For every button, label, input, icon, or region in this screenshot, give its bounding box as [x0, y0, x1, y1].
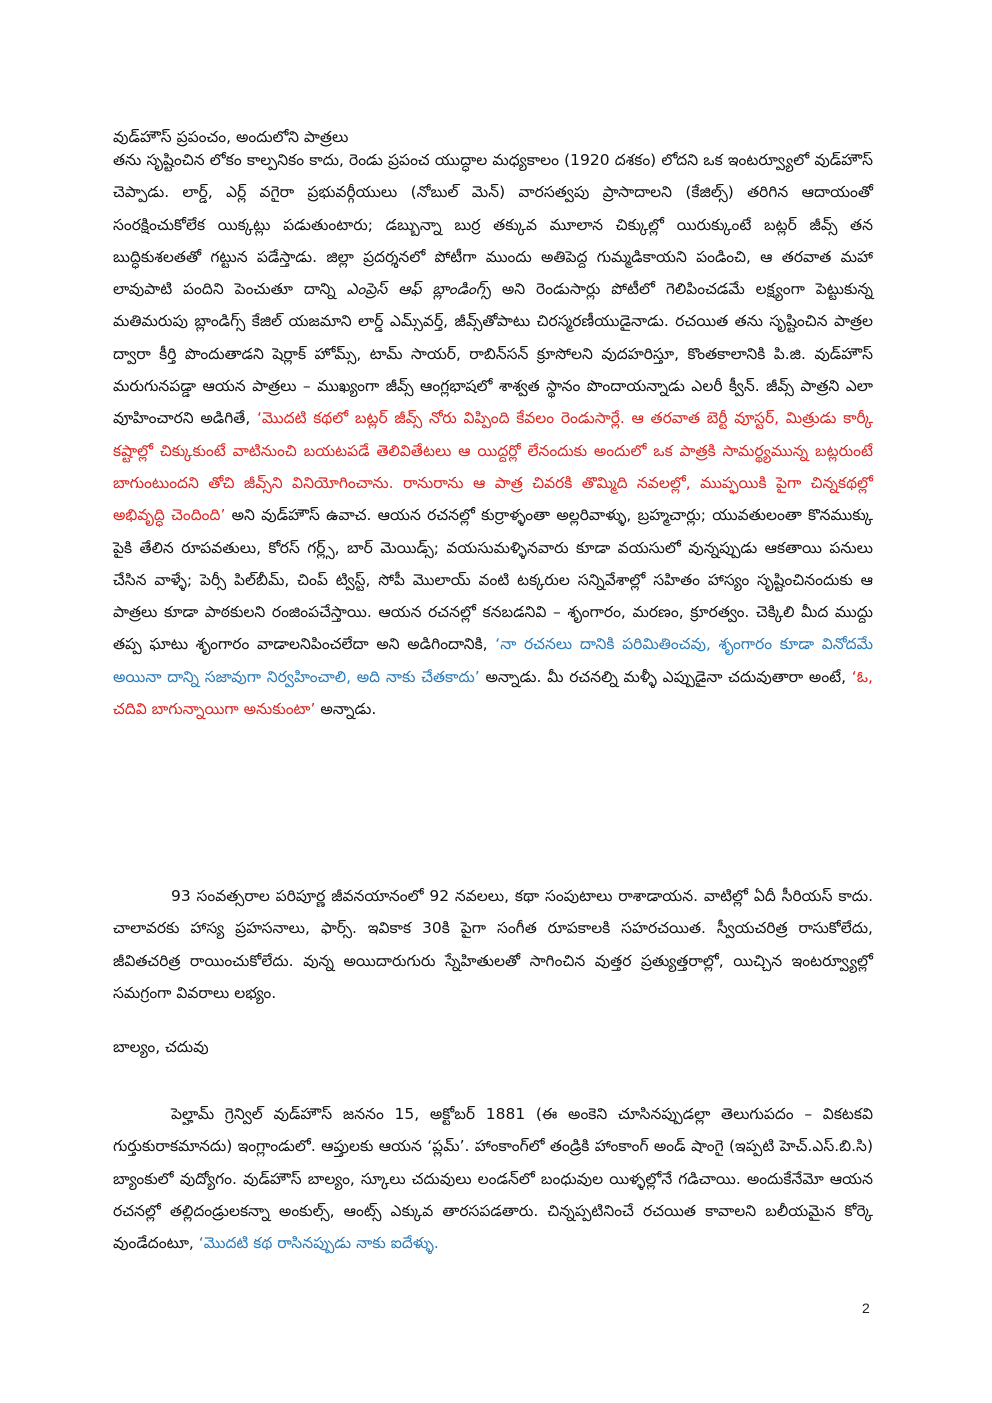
- quote-blue: ‘మొదటి కథ రాసినప్పుడు నాకు ఐదేళ్ళు.: [198, 1234, 439, 1253]
- text-run: అన్నాడు. మీ రచనల్ని మళ్ళీ ఎప్పుడైనా చదువుతారా అంటే,: [479, 667, 852, 686]
- paragraph-characters: [113, 144, 873, 725]
- text-run: అని రెండుసార్లు పోటీలో గెలిపించడమే లక్ష్యంగా పెట్టుకున్న మతిమరుపు బ్లాండిగ్స్ కేజిల్ యజమాని లార్డ్ ఎమ్స్‌వర్త్, జీవ్స్‌తోపాటు చిరస్మరణీయుడైనాడు. రచయిత తను సృష్టించిన పాత్రల ద్వారా కీర్తి పొందుతాడని షెర్లాక్ హోమ్స్, టామ్ సాయర్, రాబిన్‌సన్ క్రూసోలని వుదహరిస్తూ, కొంతకాలానికి పి.జి. వుడ్‌హౌస్ మరుగునపడ్డా ఆయన పాత్రలు – ముఖ్యంగా జీవ్స్ ఆంగ్లభాషలో శాశ్వత స్థానం పొందాయన్నాడు ఎలరీ క్వీన్. జీవ్స్ పాత్రని ఎలా వూహించారని అడిగితే,: [113, 280, 873, 428]
- text-run: తను సృష్టించిన లోకం కాల్పనికం కాదు, రెండు ప్రపంచ యుద్ధాల మధ్యకాలం (1920 దశకం) లోదని ఒక ఇంటర్వ్యూలో వుడ్‌హౌస్ చెప్పాడు. లార్డ్, ఎర్ల్ వగైరా ప్రభువర్గీయులు (నోబుల్ మెన్) వారసత్వపు ప్రాసాదాలని (కేజిల్స్) తరిగిన ఆదాయంతో సంరక్షించుకోలేక యిక్కట్లు పడుతుంటారు; డబ్బున్నా బుర్ర తక్కువ మూలాన చిక్కుల్లో యిరుక్కుంటే బట్లర్ జీవ్స్ తన బుద్ధికుశలతతో గట్టున పడేస్తాడు. జిల్లా ప్రదర్శనలో పోటీగా ముందు అతిపెద్ద గుమ్మడికాయని పండించి, ఆ తరవాత మహా లావుపాటి పందిని పెంచుతూ దాన్ని: [113, 151, 873, 299]
- paragraph-birth: [113, 1098, 873, 1259]
- text-run: అన్నాడు.: [315, 700, 377, 719]
- quote-blue: ‘నా రచనలు దానికి పరిమితించవు, శృంగారం కూడా వినోదమే అయినా దాన్ని సజావుగా నిర్వహించాలి, అది నాకు చేతకాదు’: [113, 635, 873, 686]
- text-run-italic: ఎంప్రెస్ ఆఫ్ బ్లాండింగ్స్: [346, 280, 491, 299]
- text-run: అని వుడ్‌హౌస్ ఉవాచ. ఆయన రచనల్లో కుర్రాళ్ళంతా అల్లరివాళ్ళు, బ్రహ్మచార్లు; యువతులంతా కొనముక్కు పైకి తేలిన రూపవతులు, కోరస్ గర్ల్స్, బార్ మెయిడ్స్; వయసుమళ్ళినవారు కూడా వయసులో వున్నప్పుడు ఆకతాయి పనులు చేసిన వాళ్ళే; పెర్సీ పిల్‌బీమ్, చింప్ ట్విస్ట్, సోపీ మొలాయ్ వంటి టక్కరుల సన్నివేశాల్లో సహితం హాస్యం సృష్టించినందుకు ఆ పాత్రలు కూడా పాఠకులని రంజింపచేస్తాయి. ఆయన రచనల్లో కనబడనివి – శృంగారం, మరణం, క్రూరత్వం. చెక్కిలి మీద ముద్దు తప్ప ఘాటు శృంగారం వాడాలనిపించలేదా అని అడిగిందానికి,: [113, 506, 873, 654]
- quote-red: ‘మొదటి కథలో బట్లర్ జీవ్స్ నోరు విప్పింది కేవలం రెండుసార్లే. ఆ తరవాత బెర్టీ వూస్టర్, మిత్రుడు కార్కీ కష్టాల్లో చిక్కుకుంటే వాటినుంచి బయటపడే తెలివితేటలు ఆ యిద్దర్లో లేనందుకు అందులో ఒక పాత్రకి సామర్థ్యమున్న బట్లరుంటే బాగుంటుందని తోచి జీవ్స్‌ని వినియోగించాను. రానురాను ఆ పాత్ర చివరకి తొమ్మిది నవలల్లో, ముప్ఫయికి పైగా చిన్నకథల్లో అభివృద్ధి చెందింది’: [113, 409, 873, 525]
- paragraph-works: 93 సంవత్సరాల పరిపూర్ణ జీవనయానంలో 92 నవలలు, కథా సంపుటాలు రాశాడాయన. వాటిల్లో ఏదీ సీరియస్ కాదు. చాలావరకు హాస్య ప్రహసనాలు, ఫార్స్. ఇవికాక 30కి పైగా సంగీత రూపకాలకి సహరచయిత. స్వీయచరిత్ర రాసుకోలేదు, జీవితచరిత్ర రాయించుకోలేదు. వున్న అయిదారుగురు స్నేహితులతో సాగించిన వుత్తర ప్రత్యుత్తరాల్లో, యిచ్చిన ఇంటర్వ్యూల్లో సమగ్రంగా వివరాలు లభ్యం.: [113, 887, 873, 1002]
- quote-red: ‘ఓ, చదివి బాగున్నాయిగా అనుకుంటా’: [113, 667, 873, 719]
- page-number: 2: [862, 1300, 870, 1316]
- text-run: పెల్హామ్ గ్రెన్విల్ వుడ్‌హౌస్ జననం 15, అక్టోబర్ 1881 (ఈ అంకెని చూసినప్పుడల్లా తెలుగుపదం – వికటకవి గుర్తుకురాకమానదు) ఇంగ్లాండులో. ఆప్తులకు ఆయన ‘ప్లమ్’. హాంకాంగ్‌లో తండ్రికి హాంకాంగ్ అండ్ షాంగై (ఇప్పటి హెచ్.ఎస్.బి.సి) బ్యాంకులో వుద్యోగం. వుడ్‌హౌస్ బాల్యం, స్కూలు చదువులు లండన్‌లో బంధువుల యిళ్ళల్లోనే గడిచాయి. అందుకేనేమో ఆయన రచనల్లో తల్లిదండ్రులకన్నా అంకుల్స్, ఆంట్స్ ఎక్కువ తారసపడతారు. చిన్నప్పటినించే రచయిత కావాలని బలీయమైన కోర్కె వుండేదంటూ,: [113, 1105, 873, 1253]
- section-heading-wodehouse-world: వుడ్‌హౌస్ ప్రపంచం, అందులోని పాత్రలు: [113, 128, 349, 146]
- section-heading-childhood: బాల్యం, చదువు: [113, 1038, 209, 1056]
